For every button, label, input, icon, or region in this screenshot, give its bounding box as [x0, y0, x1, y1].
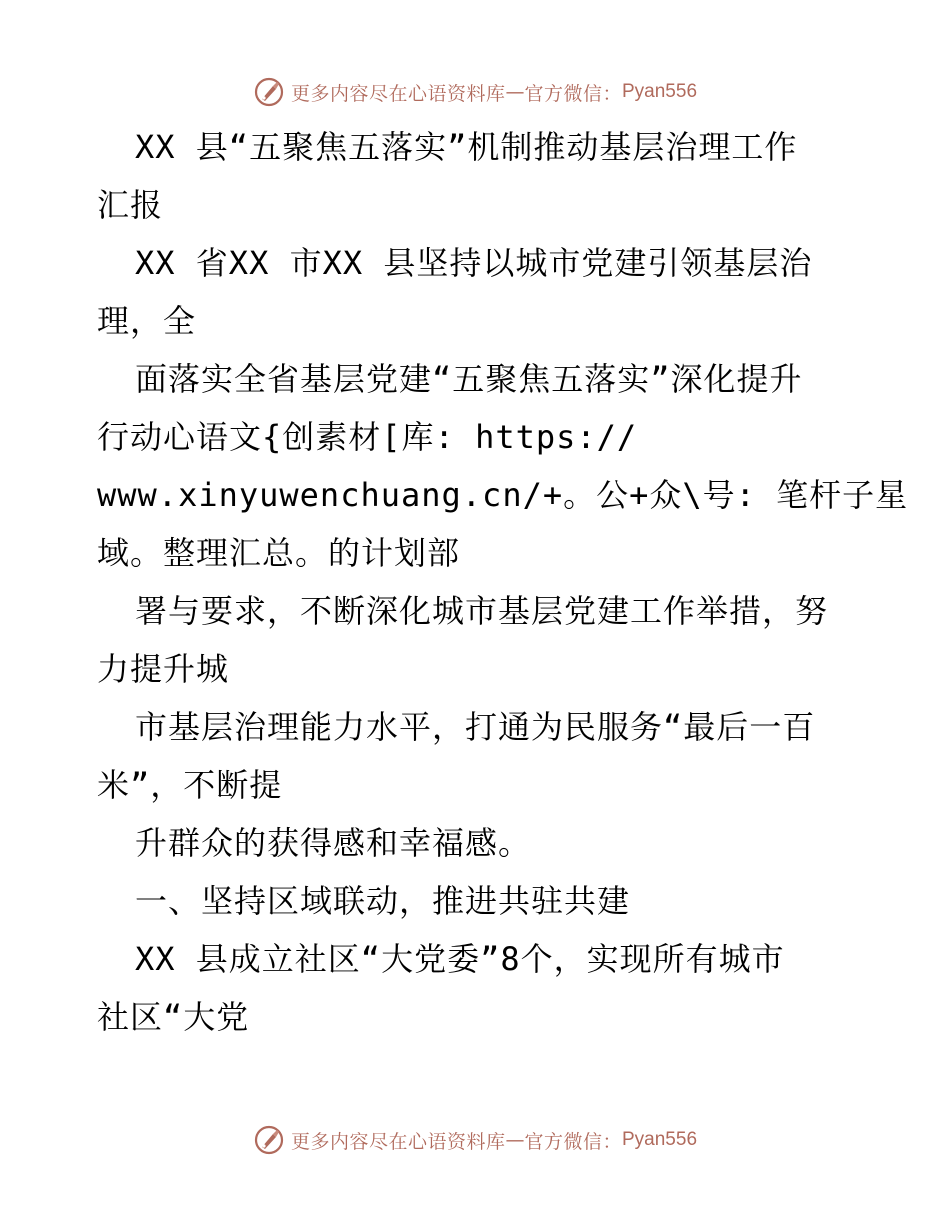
header-watermark-banner	[0, 72, 950, 112]
paragraph-line: 理，全	[97, 302, 197, 340]
paragraph-line: 力提升城	[97, 650, 230, 688]
section-heading: 一、坚持区域联动，推进共驻共建	[135, 882, 631, 920]
pen-nib-logo-icon	[253, 76, 285, 108]
banner-contact-id: Pyan556	[622, 81, 698, 102]
paragraph-line: 市基层治理能力水平，打通为民服务“最后一百	[135, 708, 816, 746]
title-line-2: 汇报	[97, 186, 164, 224]
banner-slogan: 更多内容尽在心语资料库	[290, 82, 506, 105]
paragraph-line: 域。整理汇总。的计划部	[97, 534, 461, 572]
banner-contact-label: 官方微信：	[524, 1130, 622, 1153]
paragraph-line: 面落实全省基层党建“五聚焦五落实”深化提升	[135, 360, 803, 398]
paragraph-line: www.xinyuwenchuang.cn/+。公+众\号: 笔杆子星	[97, 476, 909, 514]
paragraph-line: 署与要求，不断深化城市基层党建工作举措，努	[135, 592, 829, 630]
banner-contact-id: Pyan556	[622, 1129, 698, 1150]
paragraph-line: 行动心语文{创素材[库: https://	[97, 418, 638, 456]
banner-contact-label: 官方微信：	[524, 82, 622, 105]
paragraph-line: XX 省XX 市XX 县坚持以城市党建引领基层治	[135, 244, 813, 282]
paragraph-line: 升群众的获得感和幸福感。	[135, 824, 532, 862]
paragraph-line: 社区“大党	[97, 998, 250, 1036]
paragraph-line: 米”，不断提	[97, 766, 283, 804]
paragraph-line: XX 县成立社区“大党委”8个，实现所有城市	[135, 940, 785, 978]
banner-slogan: 更多内容尽在心语资料库	[290, 1130, 506, 1153]
document-body	[97, 118, 909, 1046]
banner-separator: —	[505, 81, 525, 103]
title-line-1: XX 县“五聚焦五落实”机制推动基层治理工作	[135, 128, 798, 166]
pen-nib-logo-icon	[253, 1124, 285, 1156]
banner-separator: —	[505, 1129, 525, 1151]
footer-watermark-banner	[0, 1120, 950, 1160]
